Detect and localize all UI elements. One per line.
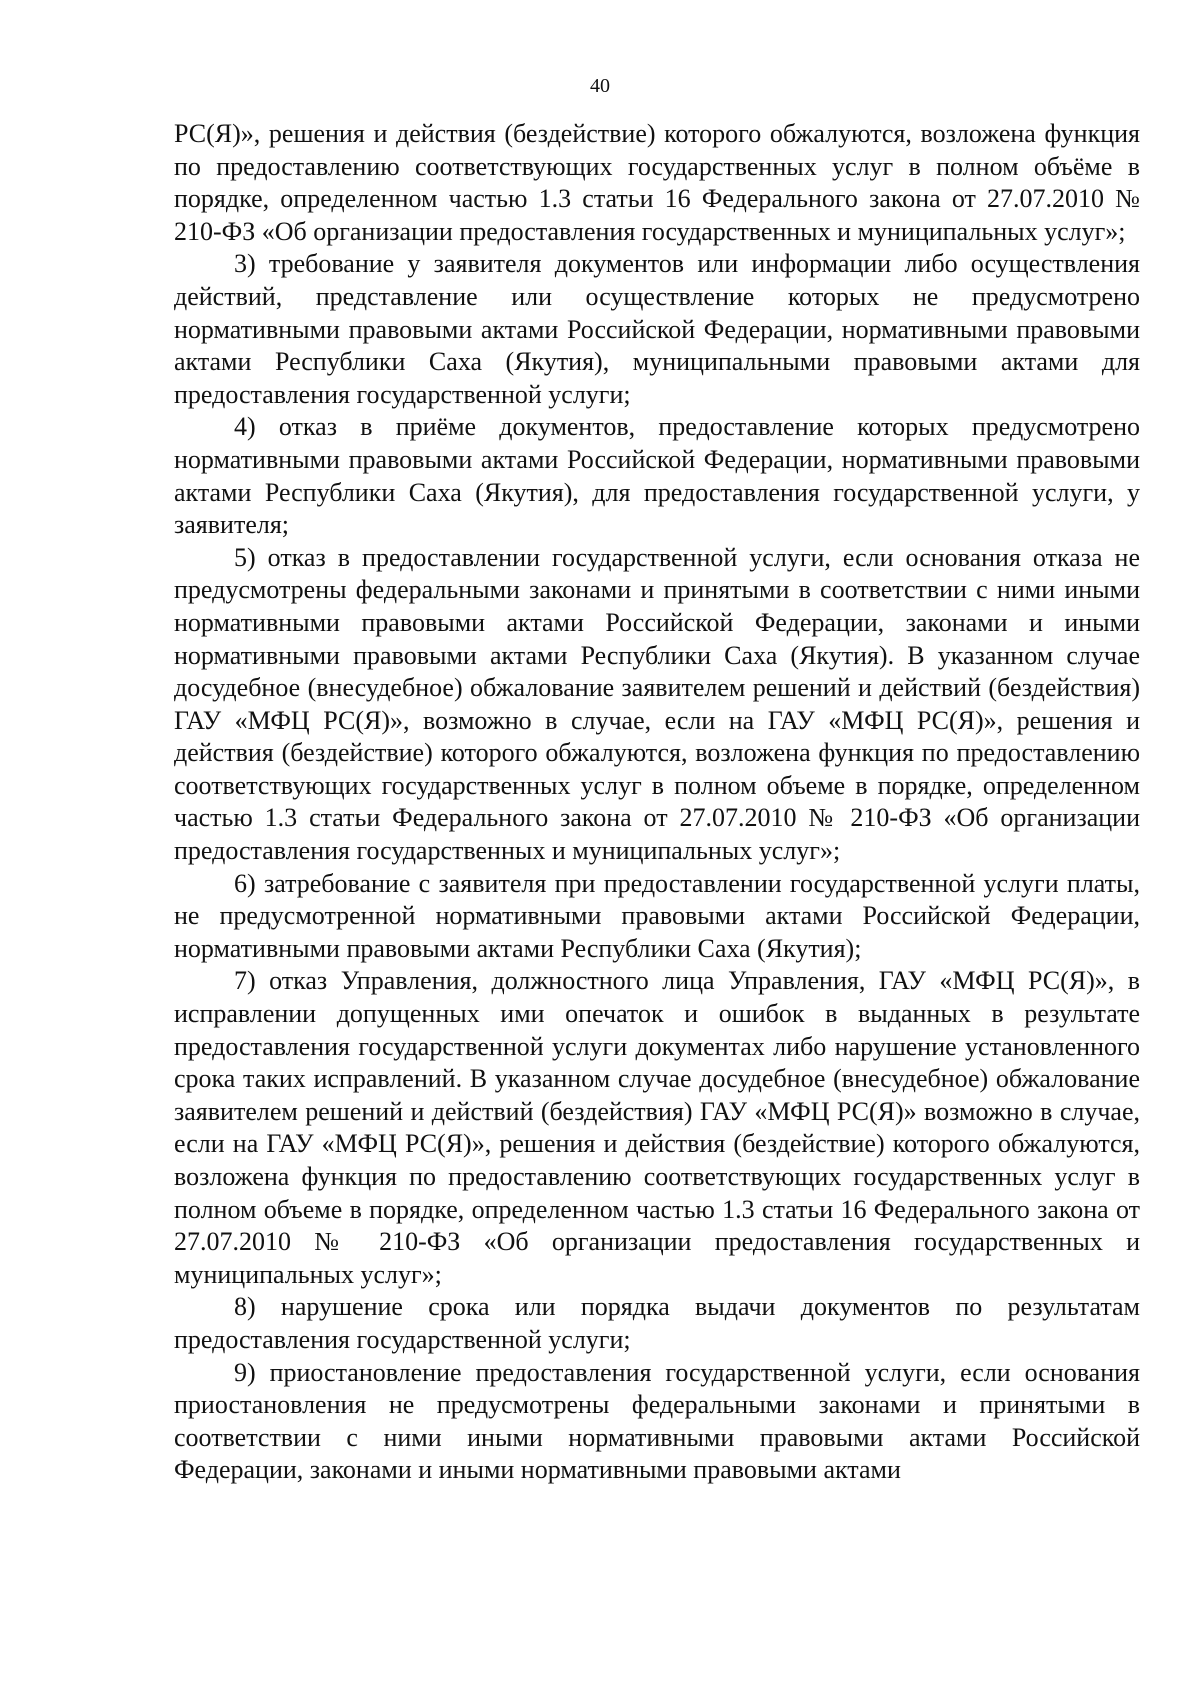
- list-item-6: 6) затребование с заявителя при предоставлении государственной услуги платы, не предусмотренной нормативными правовыми актами Российской Федерации, нормативными правовыми актами Республики Саха (Якутия);: [174, 868, 1140, 963]
- list-item-9: 9) приостановление предоставления государственной услуги, если основания приостановления не предусмотрены федеральными законами и принятыми в соответствии с ними иными нормативными правовыми актами Российской Федерации, законами и иными нормативными правовыми актами: [174, 1357, 1140, 1485]
- list-item-8: 8) нарушение срока или порядка выдачи документов по результатам предоставления государственной услуги;: [174, 1292, 1140, 1354]
- document-body: [174, 118, 1140, 1487]
- list-item-4: 4) отказ в приёме документов, предоставление которых предусмотрено нормативными правовыми актами Российской Федерации, нормативными правовыми актами Республики Саха (Якутия), для предоставления государственной услуги, у заявителя;: [174, 412, 1140, 540]
- paragraph-continuation: РС(Я)», решения и действия (бездействие) которого обжалуются, возложена функция по предоставлению соответствующих государственных услуг в полном объёме в порядке, определенном частью 1.3 статьи 16 Федерального закона от 27.07.2010 № 210-ФЗ «Об организации предоставления государственных и муниципальных услуг»;: [174, 119, 1140, 246]
- list-item-7: 7) отказ Управления, должностного лица Управления, ГАУ «МФЦ РС(Я)», в исправлении допущенных ими опечаток и ошибок в выданных в результате предоставления государственной услуги документах либо нарушение установленного срока таких исправлений. В указанном случае досудебное (внесудебное) обжалование заявителем решений и действий (бездействия) ГАУ «МФЦ РС(Я)» возможно в случае, если на ГАУ «МФЦ РС(Я)», решения и действия (бездействие) которого обжалуются, возложена функция по предоставлению соответствующих государственных услуг в полном объеме в порядке, определенном частью 1.3 статьи 16 Федерального закона от 27.07.2010 № 210-ФЗ «Об организации предоставления государственных и муниципальных услуг»;: [174, 966, 1140, 1289]
- list-item-5: 5) отказ в предоставлении государственной услуги, если основания отказа не предусмотрены федеральными законами и принятыми в соответствии с ними иными нормативными правовыми актами Российской Федерации, законами и иными нормативными правовыми актами Республики Саха (Якутия). В указанном случае досудебное (внесудебное) обжалование заявителем решений и действий (бездействия) ГАУ «МФЦ РС(Я)», возможно в случае, если на ГАУ «МФЦ РС(Я)», решения и действия (бездействие) которого обжалуются, возложена функция по предоставлению соответствующих государственных услуг в полном объеме в порядке, определенном частью 1.3 статьи Федерального закона от 27.07.2010 № 210-ФЗ «Об организации предоставления государственных и муниципальных услуг»;: [174, 542, 1140, 866]
- page-number: 40: [590, 75, 610, 97]
- list-item-3: 3) требование у заявителя документов или информации либо осуществления действий, представление или осуществление которых не предусмотрено нормативными правовыми актами Российской Федерации, нормативными правовыми актами Республики Саха (Якутия), муниципальными правовыми актами для предоставления государственной услуги;: [174, 249, 1140, 409]
